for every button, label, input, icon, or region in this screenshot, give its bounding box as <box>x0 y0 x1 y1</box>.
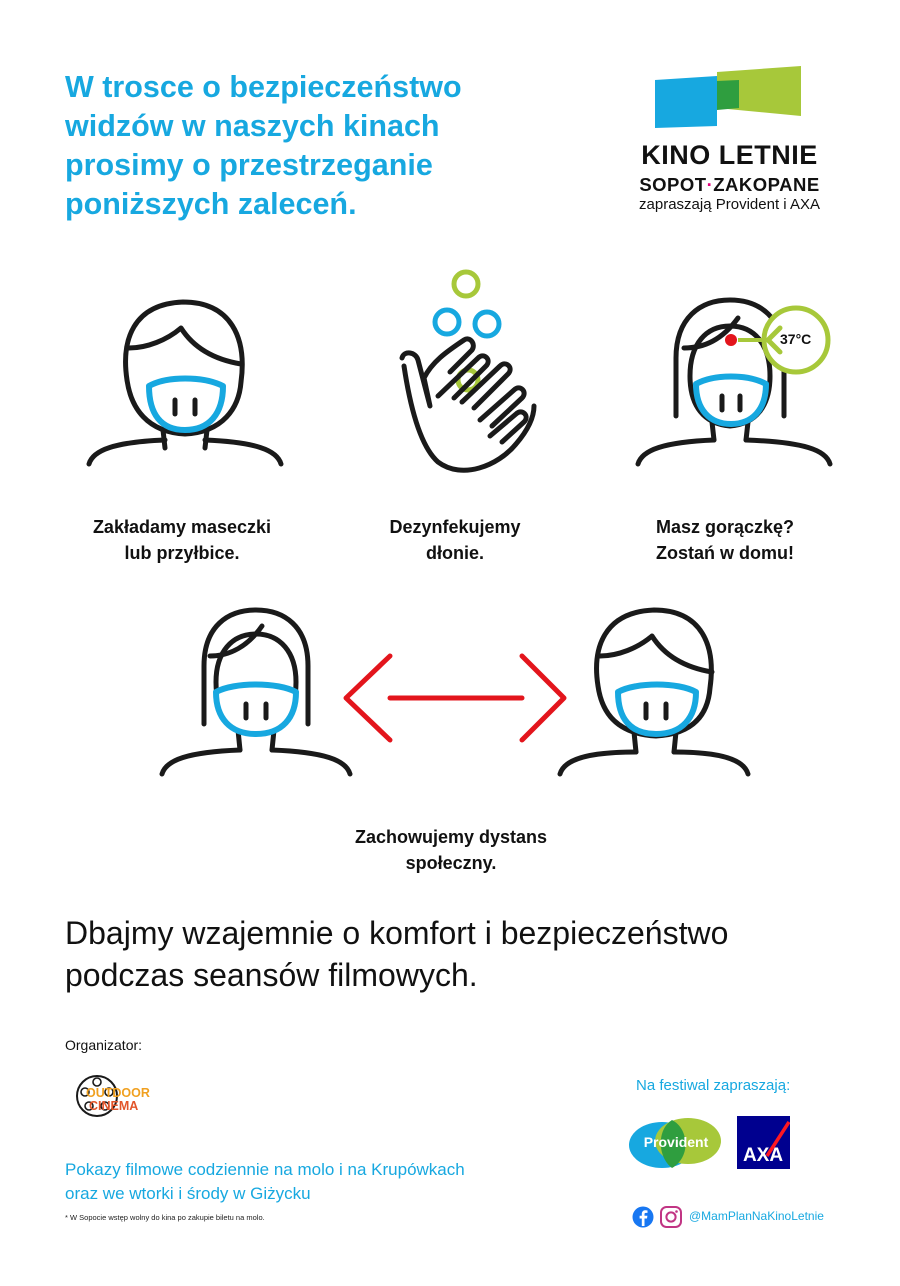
brand-subtitle <box>622 174 837 196</box>
brand-separator: · <box>706 174 714 195</box>
outdoor-logo-line2: CINEMA <box>89 1099 139 1113</box>
masked-man-icon <box>85 290 285 470</box>
axa-logo-text: AXA <box>742 1145 784 1166</box>
slogan-line: podczas seansów filmowych. <box>65 957 478 993</box>
tip-caption-disinfect <box>345 514 565 566</box>
tip-caption-line: Masz gorączkę? <box>655 517 795 537</box>
tip-caption-line: Zakładamy maseczki <box>92 517 272 537</box>
partners-label: Na festiwal zapraszają: <box>636 1077 791 1094</box>
social-distance-icon <box>158 606 752 778</box>
provident-logo-text: Provident <box>643 1134 709 1150</box>
tip-caption-fever <box>615 514 835 566</box>
tip-caption-line: Zachowujemy dystans <box>354 827 548 847</box>
brand-tagline: zapraszają Provident i AXA <box>639 196 820 213</box>
organizer-label: Organizator: <box>65 1037 143 1053</box>
headline-line: W trosce o bezpieczeństwo <box>65 70 462 104</box>
kino-letnie-logo-icon <box>655 66 805 132</box>
headline-line: prosimy o przestrzeganie <box>65 148 433 182</box>
instagram-icon[interactable] <box>661 1207 681 1227</box>
tip-caption-line: Dezynfekujemy <box>389 517 521 537</box>
temperature-label: 37°C <box>780 331 812 347</box>
brand-city-zakopane: ZAKOPANE <box>713 174 820 195</box>
tip-caption-line: społeczny. <box>405 853 497 873</box>
tip-caption-distance <box>320 824 582 876</box>
fever-check-icon <box>634 296 834 468</box>
axa-logo-icon <box>737 1116 790 1169</box>
page-headline <box>65 68 585 224</box>
provident-logo-icon <box>628 1116 723 1170</box>
footnote: * W Sopocie wstęp wolny do kina po zakupie biletu na molo. <box>65 1213 265 1222</box>
outdoor-logo-line1: OUTDOOR <box>86 1086 150 1100</box>
headline-line: poniższych zaleceń. <box>65 187 357 221</box>
facebook-icon[interactable] <box>633 1207 654 1228</box>
slogan-line: Dbajmy wzajemnie o komfort i bezpieczeństwo <box>65 915 729 951</box>
outdoor-cinema-logo-icon <box>75 1070 155 1122</box>
washing-hands-icon <box>392 266 542 486</box>
slogan <box>65 912 865 996</box>
tip-caption-line: Zostań w domu! <box>656 543 794 563</box>
tip-caption-mask <box>62 514 302 566</box>
headline-line: widzów w naszych kinach <box>65 109 440 143</box>
tip-caption-line: lub przyłbice. <box>124 543 240 563</box>
tip-caption-line: dłonie. <box>426 543 484 563</box>
social-handle[interactable]: @MamPlanNaKinoLetnie <box>689 1209 824 1223</box>
brand-city-sopot: SOPOT <box>639 174 707 195</box>
shows-line: Pokazy filmowe codziennie na molo i na Krupówkach <box>65 1160 465 1179</box>
brand-title: KINO LETNIE <box>641 140 818 170</box>
shows-line: oraz we wtorki i środy w Giżycku <box>65 1184 311 1203</box>
shows-info <box>65 1158 585 1206</box>
